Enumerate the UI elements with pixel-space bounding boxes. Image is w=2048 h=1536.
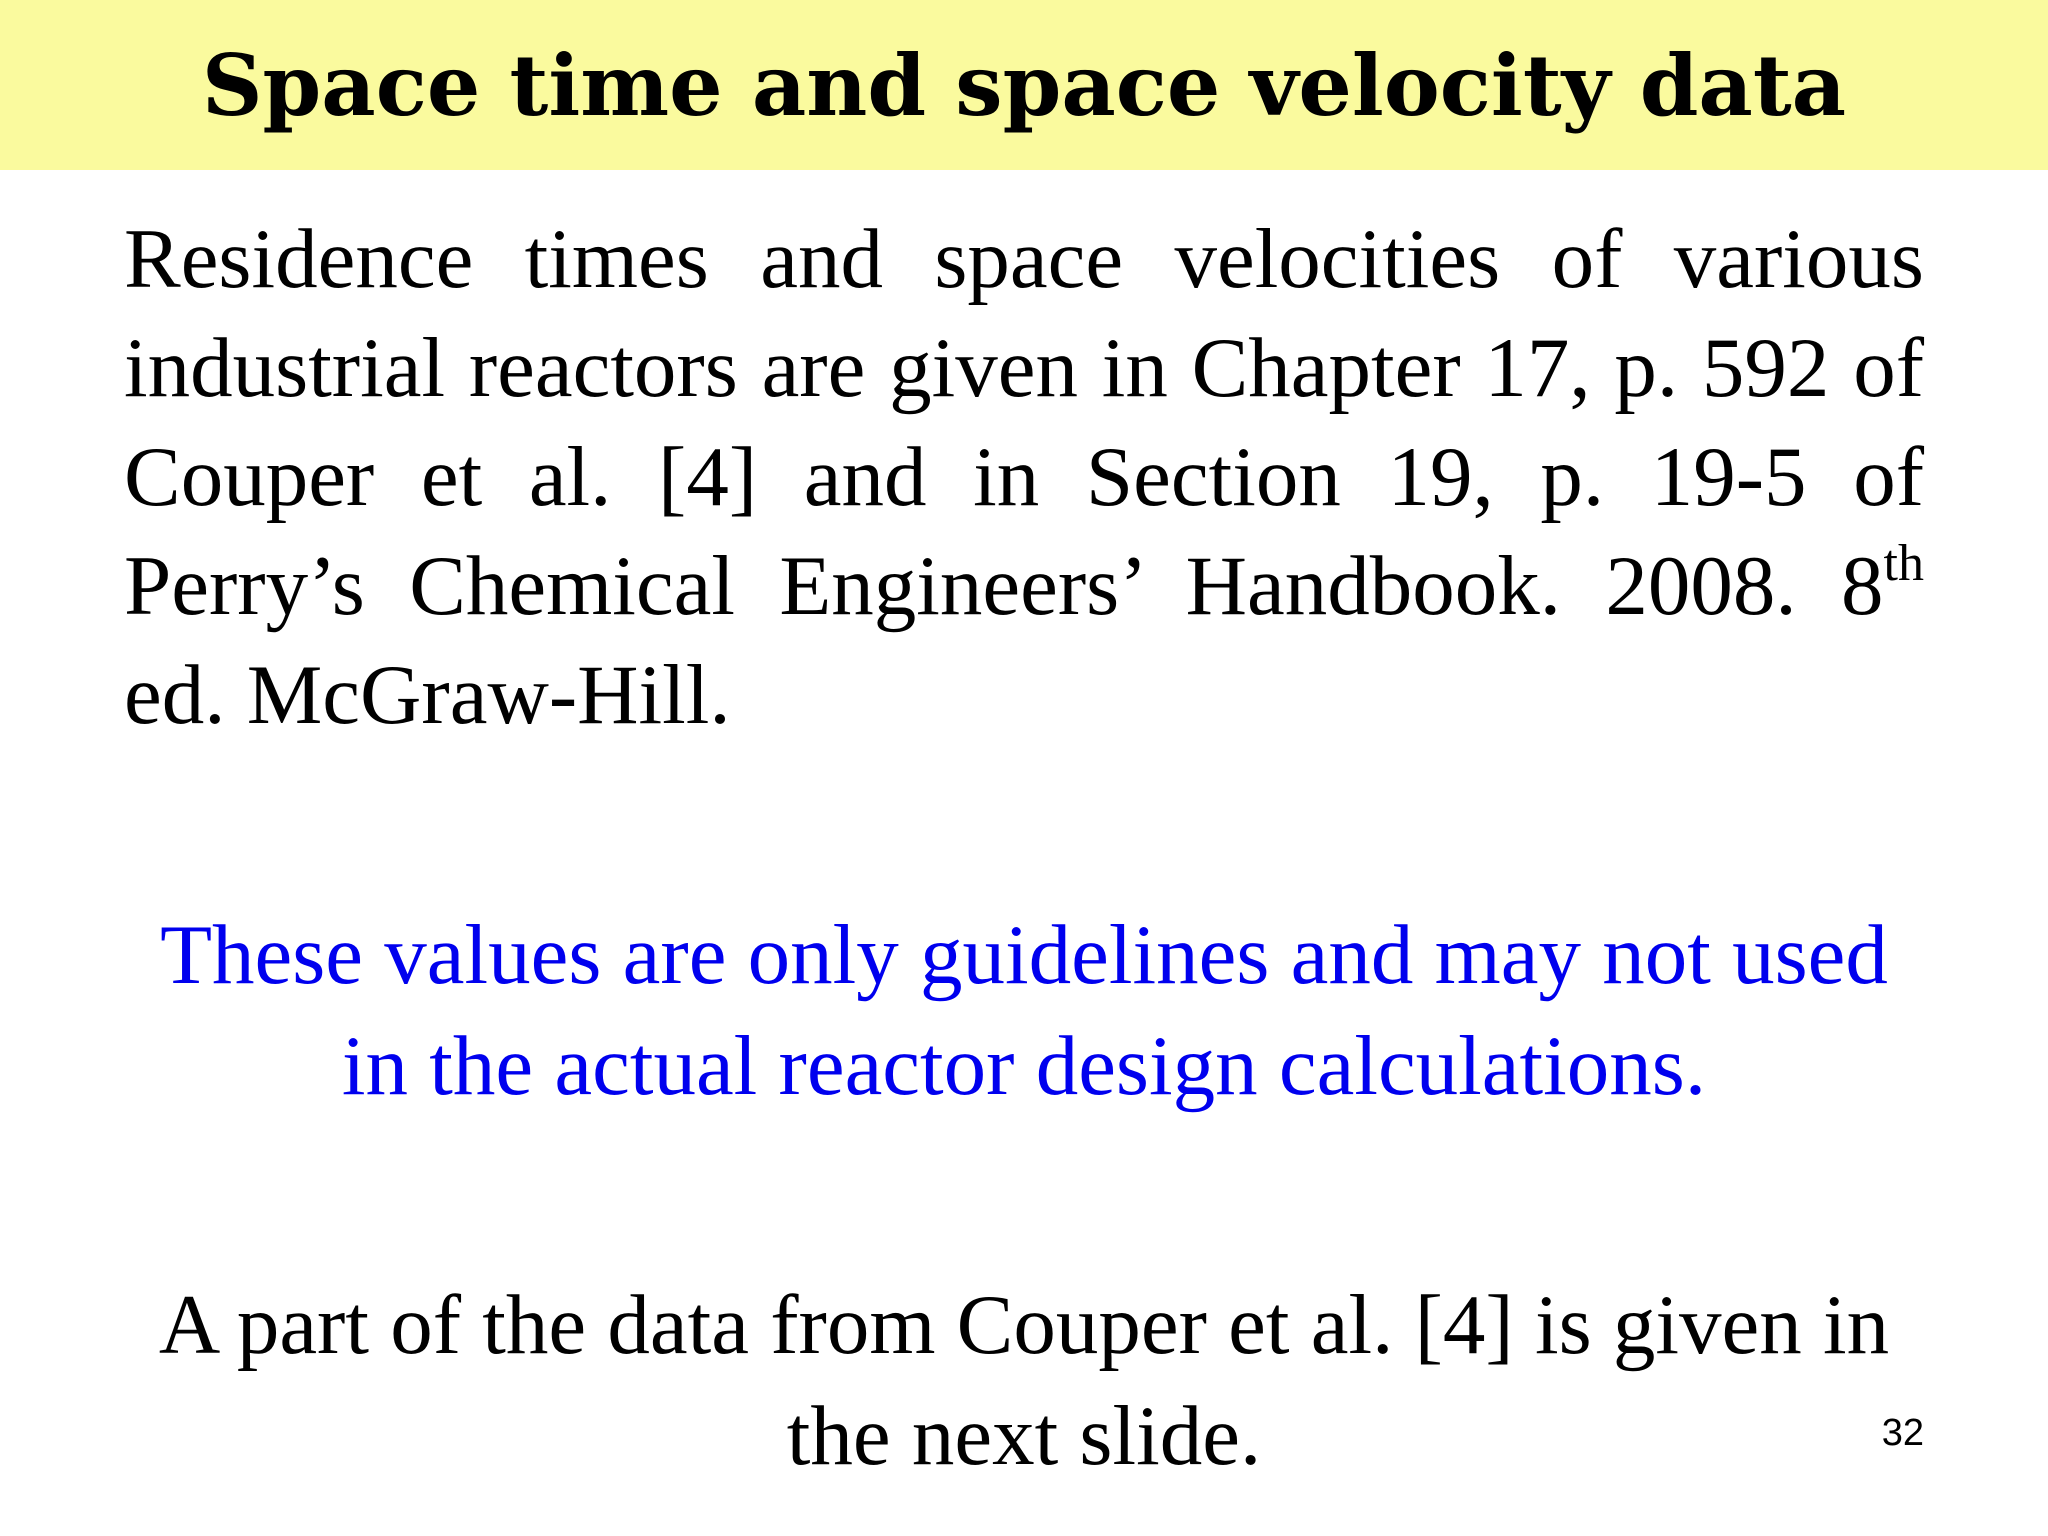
body-text-main: Residence times and space velocities of various industrial reactors are given in Chapter 17, p. 592 of Couper et al. [4] and in Section 19, p. 19-5 of Perry’s Chemical Engineers’ Handbook. 2008. 8: [124, 212, 1924, 633]
slide-title: Space time and space velocity data: [201, 35, 1847, 135]
page-number: 32: [1881, 1412, 1924, 1454]
body-text-tail: ed. McGraw-Hill.: [124, 648, 731, 742]
body-paragraph: [124, 205, 1924, 750]
guideline-note: These values are only guidelines and may not used in the actual reactor design calculations.: [160, 908, 1888, 1113]
next-slide-note: A part of the data from Couper et al. [4] is given in the next slide.: [158, 1278, 1890, 1483]
ordinal-superscript: th: [1883, 535, 1924, 592]
title-bar: [0, 0, 2048, 170]
